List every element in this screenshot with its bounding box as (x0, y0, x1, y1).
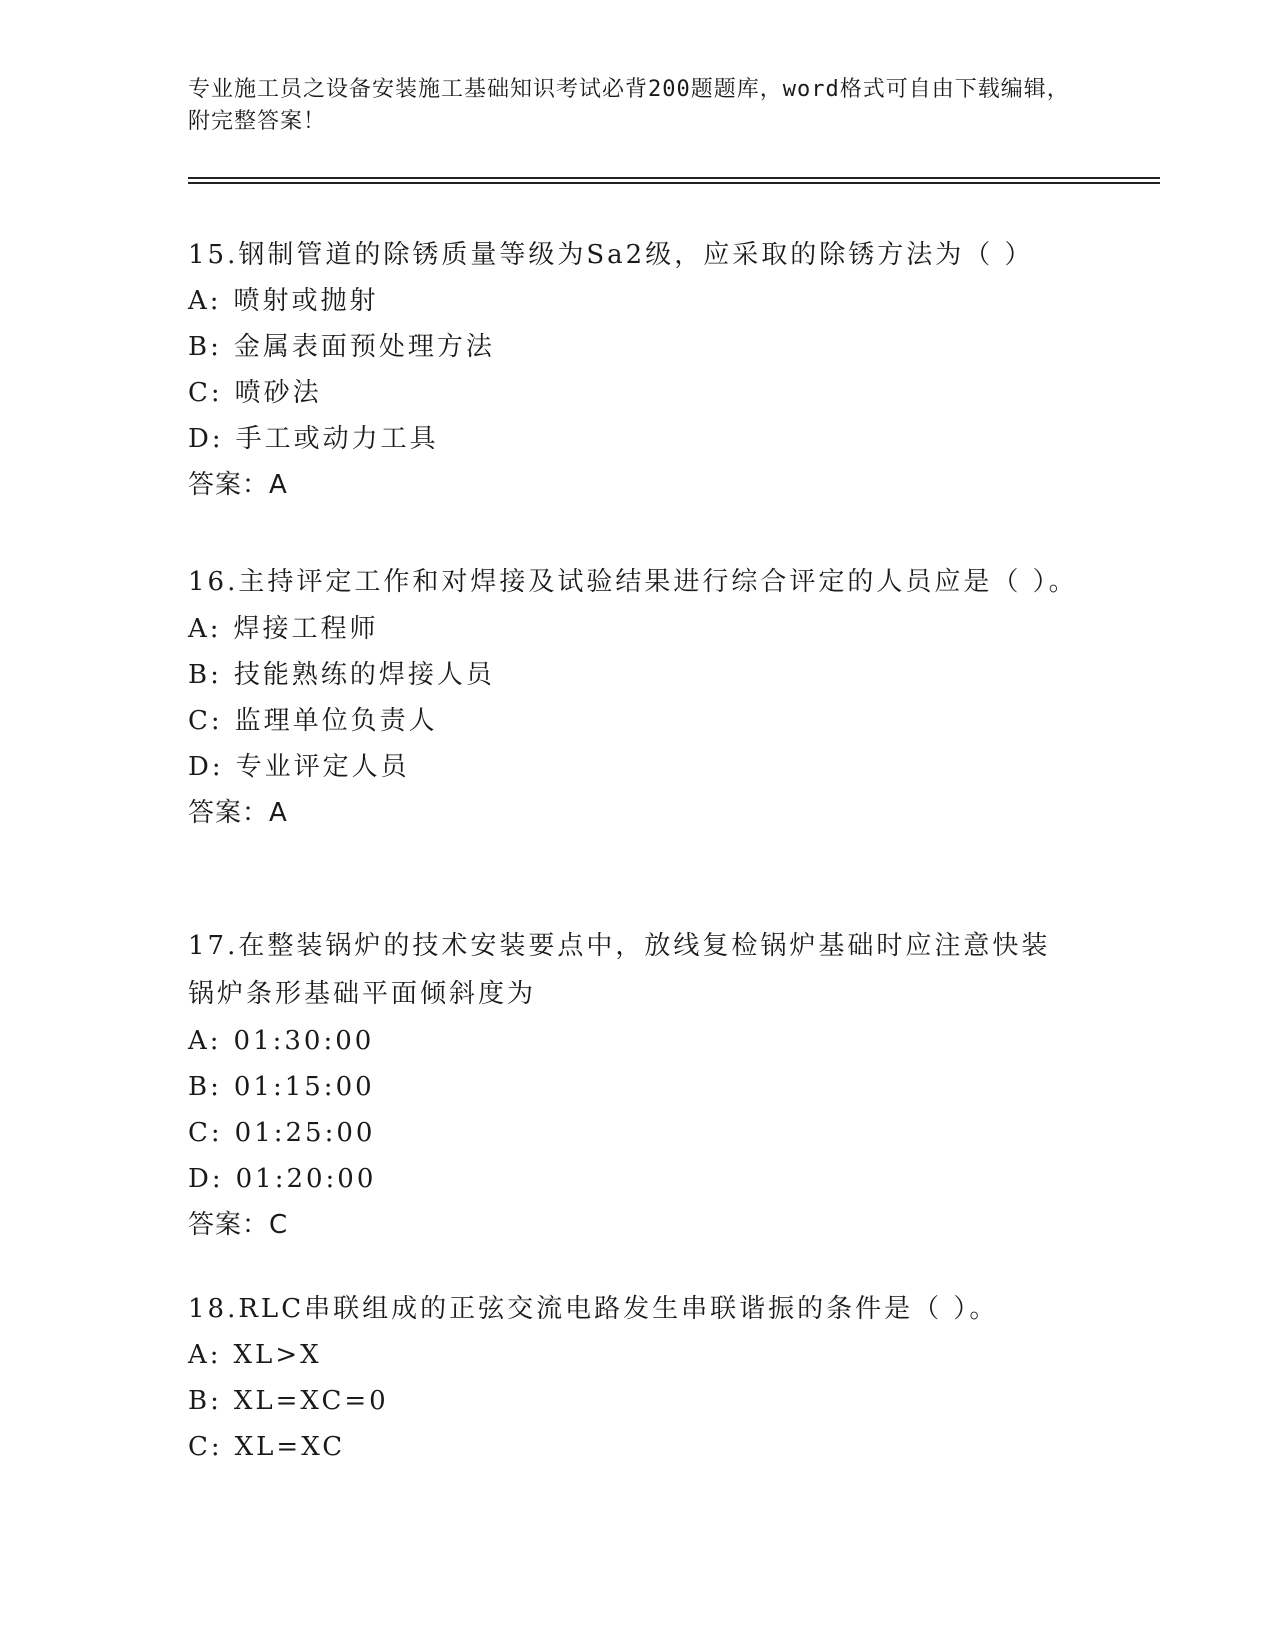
header-divider-bottom (188, 182, 1160, 184)
option-text: 01:20:00 (235, 1164, 377, 1194)
option-text: 焊接工程师 (233, 614, 379, 644)
option-key: C: (188, 1432, 223, 1462)
question-17 (188, 922, 1088, 1248)
question-16 (188, 558, 1088, 836)
option-text: 01:30:00 (233, 1026, 375, 1056)
answer-label: 答案：A (188, 798, 288, 828)
option-a (188, 278, 1088, 324)
answer-label: 答案：C (188, 1210, 289, 1240)
question-15 (188, 232, 1088, 508)
option-a (188, 1332, 1088, 1378)
option-text: XL>X (233, 1340, 322, 1370)
option-text: 金属表面预处理方法 (233, 332, 495, 362)
option-key: C: (188, 378, 223, 408)
option-text: 专业评定人员 (235, 752, 410, 782)
option-text: 喷射或抛射 (233, 286, 379, 316)
option-text: 监理单位负责人 (234, 706, 438, 736)
option-key: D: (188, 1164, 224, 1194)
option-key: C: (188, 1118, 223, 1148)
option-key: B: (188, 660, 222, 690)
option-b (188, 1378, 1088, 1424)
question-stem: 16.主持评定工作和对焊接及试验结果进行综合评定的人员应是（ ）。 (188, 567, 1078, 597)
option-text: 01:15:00 (233, 1072, 375, 1102)
question-18 (188, 1286, 1088, 1470)
option-key: B: (188, 332, 222, 362)
document-header: 专业施工员之设备安装施工基础知识考试必背200题题库，word格式可自由下载编辑，附完整答案！ (188, 77, 1070, 134)
option-key: A: (188, 286, 222, 316)
question-stem: 15.钢制管道的除锈质量等级为Sa2级，应采取的除锈方法为（ ） (188, 240, 1034, 270)
option-c (188, 370, 1088, 416)
option-text: 01:25:00 (234, 1118, 376, 1148)
option-key: B: (188, 1386, 222, 1416)
option-key: C: (188, 706, 223, 736)
option-key: A: (188, 1340, 222, 1370)
option-b (188, 652, 1088, 698)
option-d (188, 1156, 1088, 1202)
answer-label: 答案：A (188, 470, 288, 500)
option-key: D: (188, 752, 224, 782)
option-key: A: (188, 614, 222, 644)
option-c (188, 698, 1088, 744)
option-c (188, 1424, 1088, 1470)
option-d (188, 416, 1088, 462)
option-a (188, 1018, 1088, 1064)
option-b (188, 324, 1088, 370)
option-key: A: (188, 1026, 222, 1056)
option-d (188, 744, 1088, 790)
header-divider-top (188, 177, 1160, 179)
option-text: XL=XC (234, 1432, 346, 1462)
question-stem: 17.在整装锅炉的技术安装要点中，放线复检锅炉基础时应注意快装锅炉条形基础平面倾斜度为 (188, 931, 1051, 1009)
option-key: D: (188, 424, 224, 454)
option-b (188, 1064, 1088, 1110)
option-a (188, 606, 1088, 652)
option-c (188, 1110, 1088, 1156)
option-text: 喷砂法 (234, 378, 322, 408)
option-text: 技能熟练的焊接人员 (233, 660, 495, 690)
option-text: XL=XC=0 (233, 1386, 389, 1416)
option-text: 手工或动力工具 (235, 424, 439, 454)
question-stem: 18.RLC串联组成的正弦交流电路发生串联谐振的条件是（ ）。 (188, 1294, 999, 1324)
option-key: B: (188, 1072, 222, 1102)
